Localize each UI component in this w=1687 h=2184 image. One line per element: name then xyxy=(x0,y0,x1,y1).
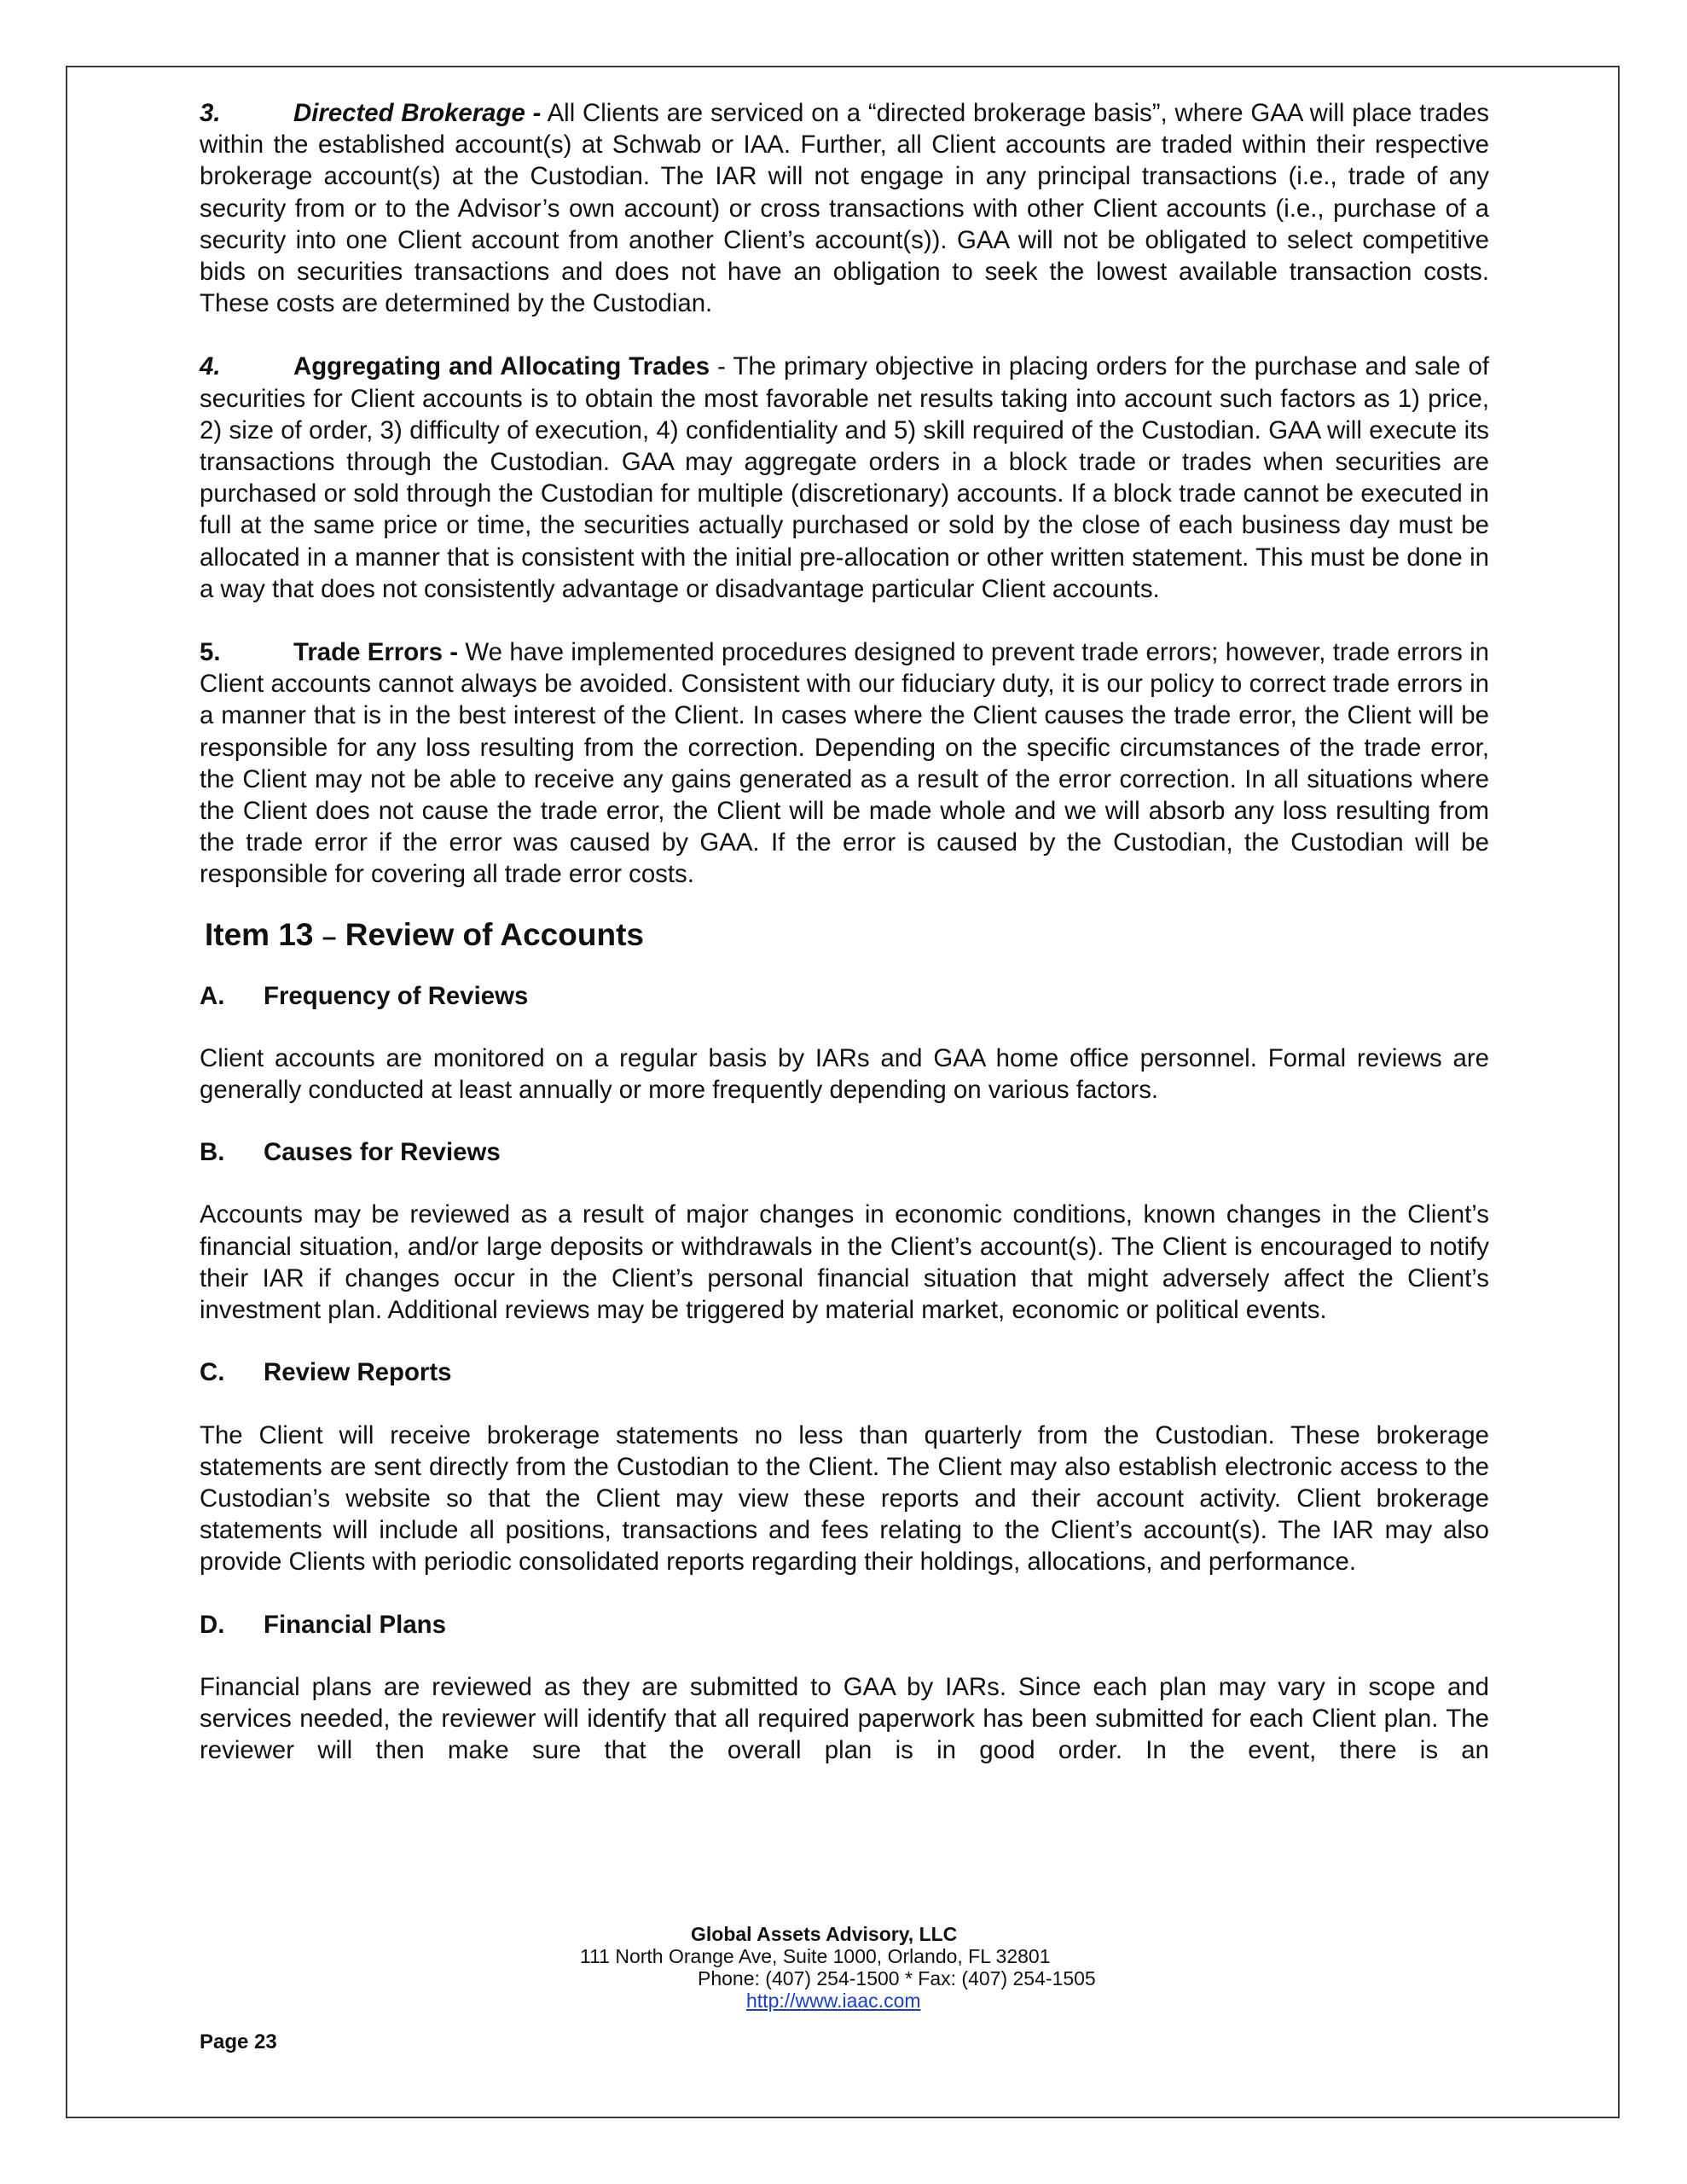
footer-phone: Phone: (407) 254-1500 * Fax: (407) 254-1505 xyxy=(698,1967,1096,1989)
subsection-heading-b xyxy=(200,1136,1489,1168)
subsection-title: Financial Plans xyxy=(264,1610,446,1639)
section-body: - The primary objective in placing orders for the purchase and sale of securities for Client accounts is to obtain the most favorable net results taking into account such factors as 1) price, 2) size of order, 3) difficulty of execution, 4) confidentiality and 5) skill required of the Custodian. GAA will execute its transactions through the Custodian. GAA may aggregate orders in a block trade or trades when securities are purchased or sold through the Custodian for multiple (discretionary) accounts. If a block trade cannot be executed in full at the same price or time, the securities actually purchased or sold by the close of each business day must be allocated in a manner that is consistent with the initial pre-allocation or other written statement. This must be done in a way that does not consistently advantage or disadvantage particular Client accounts. xyxy=(200,352,1489,603)
footer-website-link[interactable]: http://www.iaac.com xyxy=(746,1989,921,2012)
section-title: Trade Errors - xyxy=(293,638,459,667)
subsection-body-c: The Client will receive brokerage statements no less than quarterly from the Custodian. These brokerage statements are sent directly from the Custodian to the Client. The Client may also establish electronic access to the Custodian’s website so that the Client may view these reports and their account activity. Client brokerage statements will include all positions, transactions and fees relating to the Client’s account(s). The IAR may also provide Clients with periodic consolidated reports regarding their holdings, allocations, and performance. xyxy=(200,1420,1489,1577)
subsection-letter: A. xyxy=(200,981,225,1010)
subsection-letter: C. xyxy=(200,1358,225,1387)
footer-company: Global Assets Advisory, LLC xyxy=(691,1923,958,1945)
subsection-title: Causes for Reviews xyxy=(264,1138,501,1167)
section-number: 5. xyxy=(200,638,221,667)
footer-address: 111 North Orange Ave, Suite 1000, Orlando, FL 32801 xyxy=(580,1945,1051,1967)
section-title: Directed Brokerage - xyxy=(293,99,542,127)
heading-text: Item 13 xyxy=(205,916,322,952)
subsection-body-d: Financial plans are reviewed as they are submitted to GAA by IARs. Since each plan may vary in scope and services needed, the reviewer will identify that all required paperwork has been submitted for each Client plan. The reviewer will then make sure that the overall plan is in good order. In the event, there is an xyxy=(200,1672,1489,1765)
page-content xyxy=(200,97,1489,1766)
section-trade-errors xyxy=(200,636,1489,891)
page-number: Page 23 xyxy=(200,2030,277,2053)
subsection-body-a: Client accounts are monitored on a regular basis by IARs and GAA home office personnel. Formal reviews are generally conducted at least annually or more frequently depending on various factors. xyxy=(200,1043,1489,1105)
subsection-title: Frequency of Reviews xyxy=(264,981,529,1010)
section-directed-brokerage xyxy=(200,97,1489,319)
section-number: 3. xyxy=(200,99,221,127)
section-title: Aggregating and Allocating Trades xyxy=(293,352,710,381)
section-aggregating-trades xyxy=(200,351,1489,605)
section-body: All Clients are serviced on a “directed brokerage basis”, where GAA will place trades within the established account(s) at Schwab or IAA. Further, all Client accounts are traded within their respective brokerage account(s) at the Custodian. The IAR will not engage in any principal transactions (i.e., trade of any security from or to the Advisor’s own account) or cross transactions with other Client accounts (i.e., purchase of a security into one Client account from another Client’s account(s)). GAA will not be obligated to select competitive bids on securities transactions and does not have an obligation to seek the lowest available transaction costs. These costs are determined by the Custodian. xyxy=(200,99,1489,318)
heading-text: Review of Accounts xyxy=(336,916,644,952)
item-13-heading xyxy=(205,916,1489,956)
subsection-letter: D. xyxy=(200,1610,225,1639)
section-number: 4. xyxy=(200,352,221,381)
subsection-title: Review Reports xyxy=(264,1358,452,1387)
subsection-heading-a xyxy=(200,980,1489,1012)
heading-dash: – xyxy=(322,922,337,951)
section-body: We have implemented procedures designed to prevent trade errors; however, trade errors in Client accounts cannot always be avoided. Consistent with our fiduciary duty, it is our policy to correct trade errors in a manner that is in the best interest of the Client. In cases where the Client causes the trade error, the Client will be responsible for any loss resulting from the correction. Depending on the specific circumstances of the trade error, the Client may not be able to receive any gains generated as a result of the error correction. In all situations where the Client does not cause the trade error, the Client will be made whole and we will absorb any loss resulting from the trade error if the error was caused by GAA. If the error is caused by the Custodian, the Custodian will be responsible for covering all trade error costs. xyxy=(200,638,1489,889)
subsection-letter: B. xyxy=(200,1138,225,1167)
subsection-heading-c xyxy=(200,1356,1489,1388)
subsection-heading-d xyxy=(200,1609,1489,1641)
subsection-body-b: Accounts may be reviewed as a result of major changes in economic conditions, known changes in the Client’s financial situation, and/or large deposits or withdrawals in the Client’s account(s). The Client is encouraged to notify their IAR if changes occur in the Client’s personal financial situation that might adversely affect the Client’s investment plan. Additional reviews may be triggered by material market, economic or political events. xyxy=(200,1200,1489,1325)
